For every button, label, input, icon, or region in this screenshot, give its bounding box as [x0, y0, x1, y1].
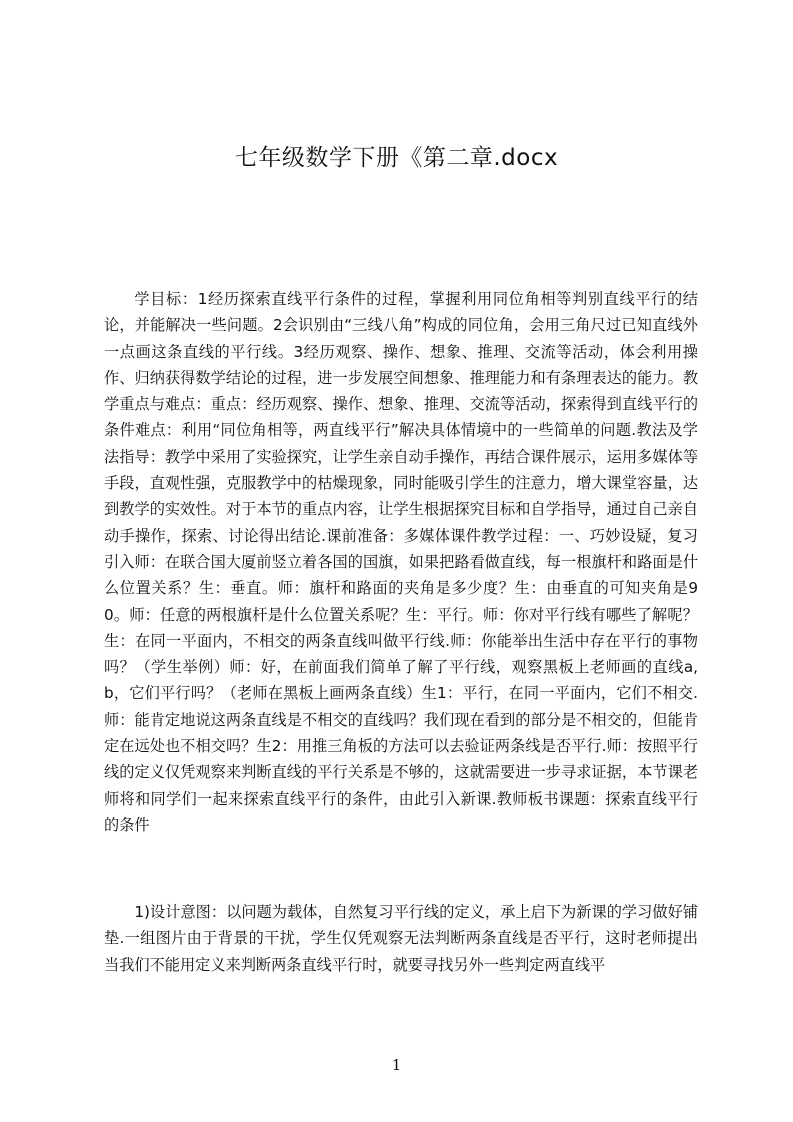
paragraph-teaching-objectives: 学目标：1经历探索直线平行条件的过程，掌握利用同位角相等判别直线平行的结论，并能解决一些问题。2会识别由“三线八角”构成的同位角，会用三角尺过已知直线外一点画这条直线的平行线。3经历观察、操作、想象、推理、交流等活动，体会利用操作、归纳获得数学结论的过程，进一步发展空间想象、推理能力和有条理表达的能力。教学重点与难点：重点：经历观察、操作、想象、推理、交流等活动，探索得到直线平行的条件难点：利用“同位角相等，两直线平行”解决具体情境中的一些简单的问题.教法及学法指导：教学中采用了实验探究，让学生亲自动手操作，再结合课件展示，运用多媒体等手段，直观性强，克服教学中的枯燥现象，同时能吸引学生的注意力，增大课堂容量，达到教学的实效性。对于本节的重点内容，让学生根据探究目标和自学指导，通过自己亲自动手操作，探索、讨论得出结论.课前准备：多媒体课件教学过程：一、巧妙设疑，复习引入师：在联合国大厦前竖立着各国的国旗，如果把路看做直线，每一根旗杆和路面是什么位置关系？生：垂直。师：旗杆和路面的夹角是多少度？生：由垂直的可知夹角是90。师：任意的两根旗杆是什么位置关系呢？生：平行。师：你对平行线有哪些了解呢？生：在同一平面内，不相交的两条直线叫做平行线.师：你能举出生活中存在平行的事物吗？（学生举例）师：好，在前面我们简单了解了平行线，观察黑板上老师画的直线a,b，它们平行吗？（老师在黑板上画两条直线）生1：平行，在同一平面内，它们不相交.师：能肯定地说这两条直线是不相交的直线吗？我们现在看到的部分是不相交的，但能肯定在远处也不相交吗？生2：用推三角板的方法可以去验证两条线是否平行.师：按照平行线的定义仅凭观察来判断直线的平行关系是不够的，这就需要进一步寻求证据，本节课老师将和同学们一起来探索直线平行的条件，由此引入新课.教师板书课题：探索直线平行的条件	[104, 290, 698, 834]
document-title: 七年级数学下册《第二章.docx	[234, 145, 559, 171]
body-section-2	[104, 899, 698, 978]
body-section-1	[104, 286, 698, 838]
paragraph-design-intent: 1)设计意图：以问题为载体，自然复习平行线的定义，承上启下为新课的学习做好铺垫.一组图片由于背景的干扰，学生仅凭观察无法判断两条直线是否平行，这时老师提出当我们不能用定义来判断两条直线平行时，就要寻找另外一些判定两直线平	[104, 903, 698, 974]
page-number: 1	[391, 1056, 402, 1074]
